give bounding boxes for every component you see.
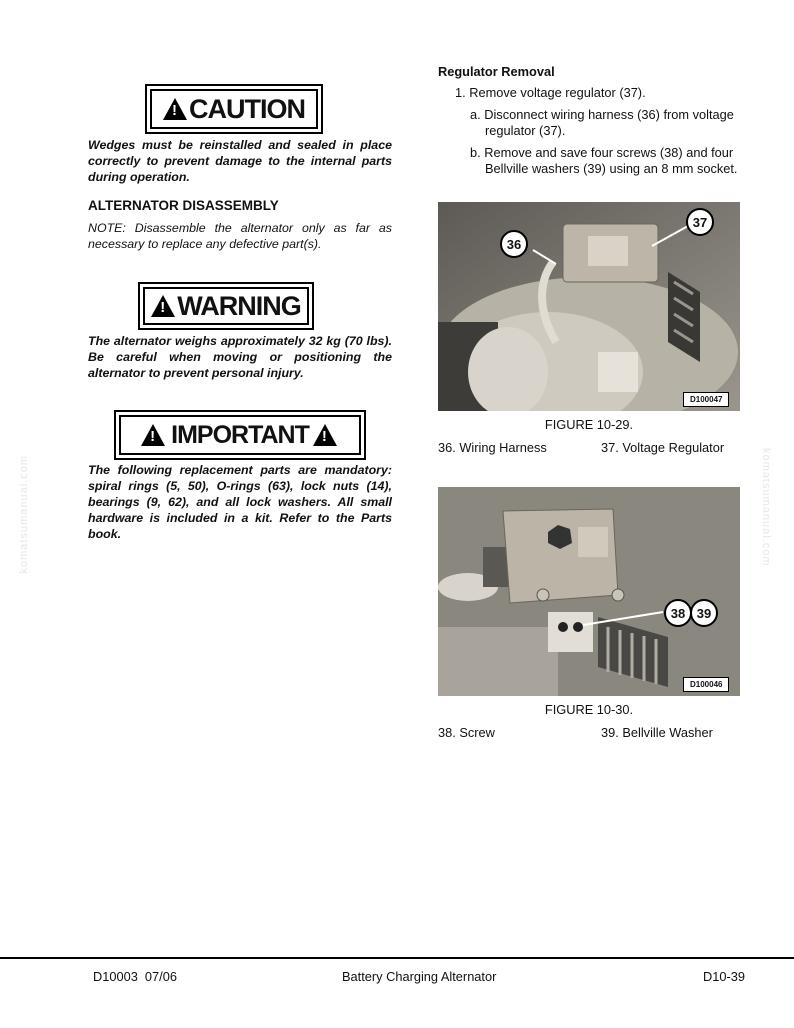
- disassembly-heading: ALTERNATOR DISASSEMBLY: [88, 198, 279, 213]
- important-text: The following replacement parts are mandatory: spiral rings (5, 50), O-rings (63), lock nuts (14), bearings (9, 62), and all lock washers. All small hardware is included in a kit. Refer to the Parts book.: [88, 463, 392, 541]
- step-b-line1: b. Remove and save four screws (38) and four: [470, 145, 734, 160]
- figure-10-30-legend-left: 38. Screw: [438, 725, 495, 740]
- regulator-photo-illustration: [438, 487, 740, 696]
- important-label: IMPORTANT: [171, 420, 309, 449]
- figure-10-30-photo: [438, 487, 740, 696]
- callout-38: 38: [664, 599, 692, 627]
- step-a-line2: regulator (37).: [485, 123, 566, 138]
- warning-label: WARNING: [177, 290, 301, 321]
- figure-10-29-photo: [438, 202, 740, 411]
- step-a-line1: a. Disconnect wiring harness (36) from voltage: [470, 107, 734, 122]
- watermark-right: komatsumanual.com: [760, 448, 772, 567]
- figure-10-30-tag: D100046: [683, 677, 729, 692]
- important-sign: [114, 410, 366, 460]
- warning-triangle-icon: [151, 295, 175, 317]
- figure-10-29-caption: FIGURE 10-29.: [544, 417, 634, 432]
- caution-text: Wedges must be reinstalled and sealed in place correctly to prevent damage to the internal parts during operation.: [88, 138, 392, 184]
- figure-10-29-legend-left: 36. Wiring Harness: [438, 440, 547, 455]
- watermark-left: komatsumanual.com: [18, 455, 30, 574]
- regulator-heading: Regulator Removal: [438, 64, 555, 79]
- step-b-line2: Bellville washers (39) using an 8 mm socket.: [485, 161, 738, 176]
- warning-triangle-icon: [163, 98, 187, 120]
- disassembly-note: NOTE: Disassemble the alternator only as far as necessary to replace any defective part(s).: [88, 221, 392, 251]
- footer-section-title: Battery Charging Alternator: [342, 969, 497, 984]
- caution-label: CAUTION: [189, 93, 305, 124]
- caution-sign: [145, 84, 323, 134]
- figure-10-30-caption: FIGURE 10-30.: [544, 702, 634, 717]
- figure-10-30-legend-right: 39. Bellville Washer: [601, 725, 713, 740]
- warning-text: The alternator weighs approximately 32 kg (70 lbs). Be careful when moving or positioning the alternator to prevent personal injury.: [88, 334, 392, 380]
- callout-37: 37: [686, 208, 714, 236]
- footer-doc-id: D10003 07/06: [93, 969, 177, 984]
- step-1: 1. Remove voltage regulator (37).: [455, 85, 646, 100]
- footer-rule: [0, 957, 794, 959]
- callout-39: 39: [690, 599, 718, 627]
- warning-triangle-icon: [141, 424, 165, 446]
- footer-page-number: D10-39: [703, 969, 745, 984]
- figure-10-29-tag: D100047: [683, 392, 729, 407]
- figure-10-29-legend-right: 37. Voltage Regulator: [601, 440, 725, 455]
- callout-36: 36: [500, 230, 528, 258]
- warning-triangle-icon: [313, 424, 337, 446]
- warning-sign: [138, 282, 314, 330]
